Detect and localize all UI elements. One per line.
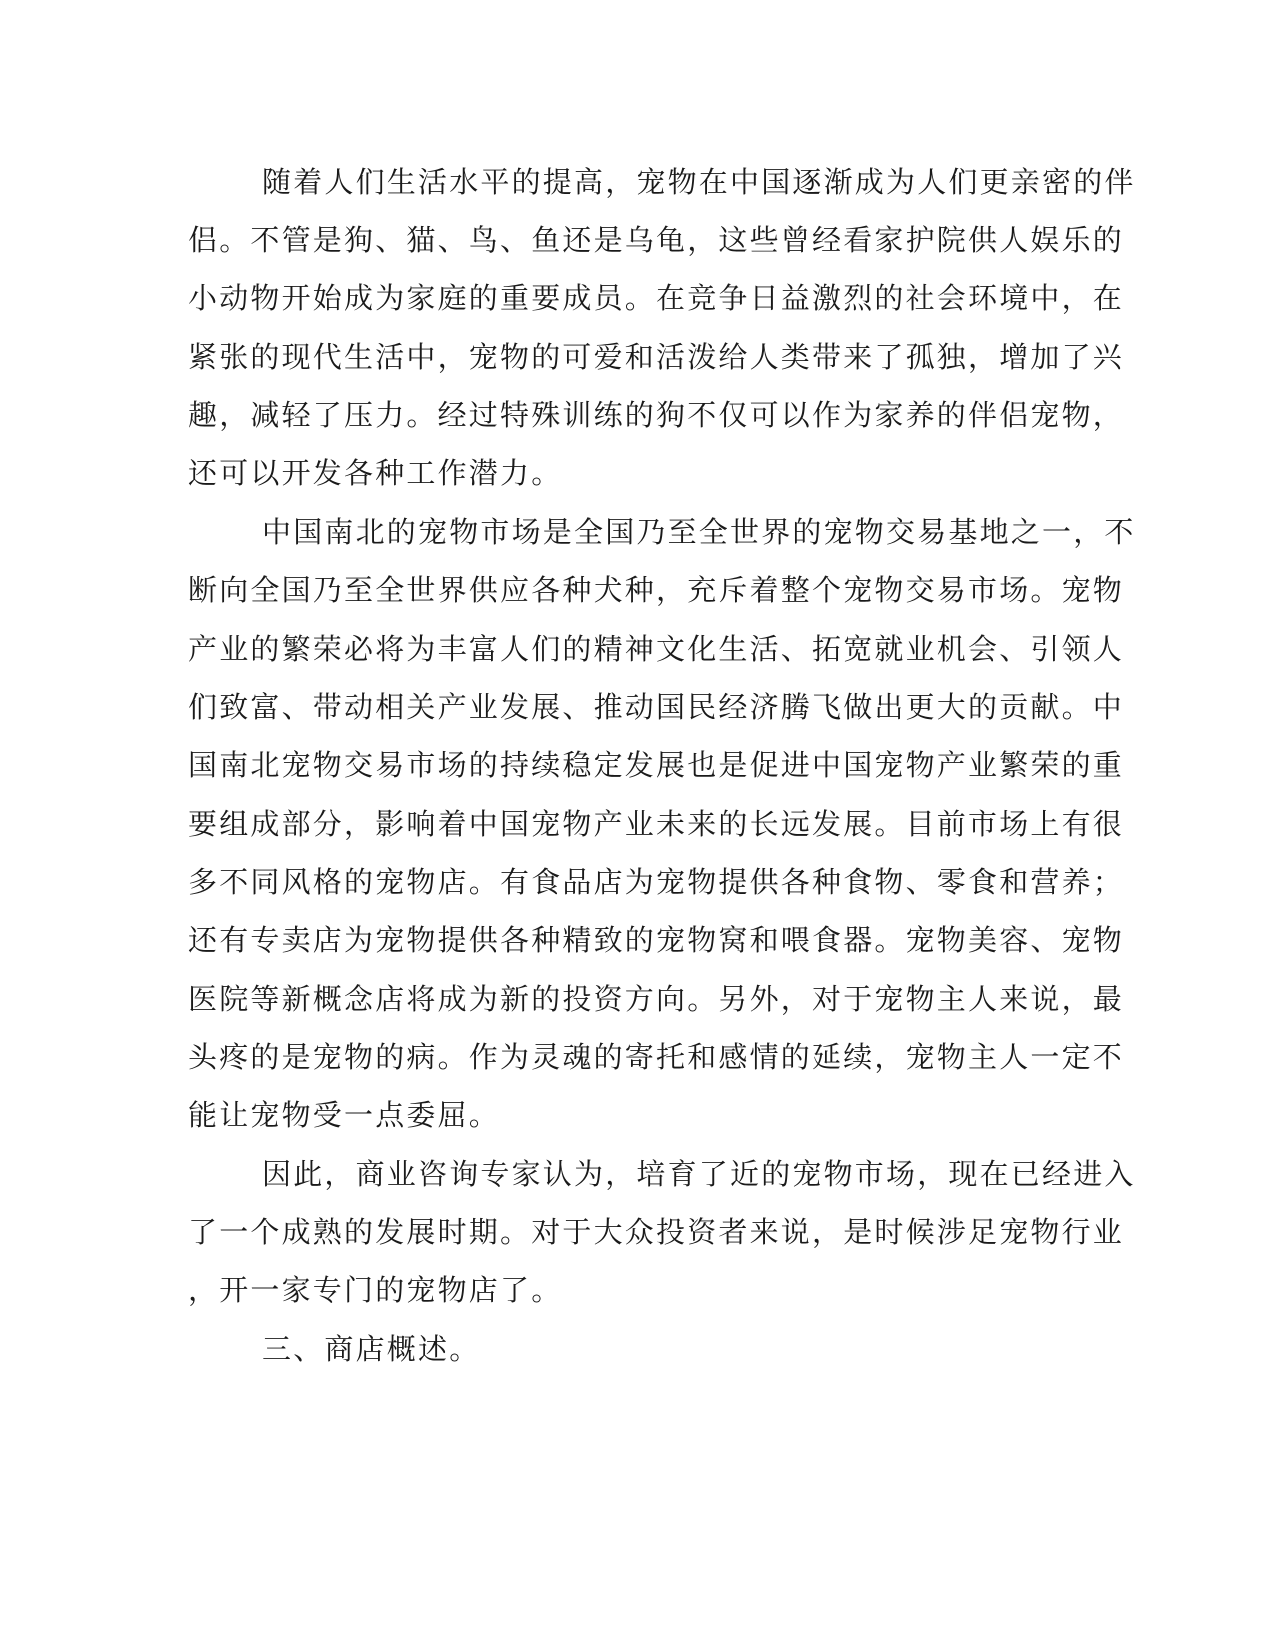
paragraph-1-line-3: 小动物开始成为家庭的重要成员。在竞争日益激烈的社会环境中，在 — [188, 281, 1125, 315]
paragraph-1-line-1: 随着人们生活水平的提高，宠物在中国逐渐成为人们更亲密的伴 — [262, 165, 1136, 199]
paragraph-2-line-5: 国南北宠物交易市场的持续稳定发展也是促进中国宠物产业繁荣的重 — [188, 748, 1125, 782]
paragraph-2-line-1: 中国南北的宠物市场是全国乃至全世界的宠物交易基地之一，不 — [262, 515, 1136, 549]
paragraph-2-line-7: 多不同风格的宠物店。有食品店为宠物提供各种食物、零食和营养； — [188, 865, 1125, 899]
paragraph-2-line-11: 能让宠物受一点委屈。 — [188, 1098, 501, 1132]
paragraph-2-line-9: 医院等新概念店将成为新的投资方向。另外，对于宠物主人来说，最 — [188, 982, 1125, 1016]
section-heading: 三、商店概述。 — [262, 1332, 481, 1366]
paragraph-1-line-5: 趣，减轻了压力。经过特殊训练的狗不仅可以作为家养的伴侣宠物， — [188, 398, 1125, 432]
paragraph-3-line-3: ，开一家专门的宠物店了。 — [188, 1273, 563, 1307]
paragraph-3-line-1: 因此，商业咨询专家认为，培育了近的宠物市场，现在已经进入 — [262, 1157, 1136, 1191]
paragraph-2-line-8: 还有专卖店为宠物提供各种精致的宠物窝和喂食器。宠物美容、宠物 — [188, 923, 1125, 957]
paragraph-1-line-4: 紧张的现代生活中，宠物的可爱和活泼给人类带来了孤独，增加了兴 — [188, 340, 1125, 374]
paragraph-1-line-6: 还可以开发各种工作潜力。 — [188, 456, 563, 490]
paragraph-2-line-3: 产业的繁荣必将为丰富人们的精神文化生活、拓宽就业机会、引领人 — [188, 632, 1125, 666]
paragraph-2-line-6: 要组成部分，影响着中国宠物产业未来的长远发展。目前市场上有很 — [188, 807, 1125, 841]
paragraph-1-line-2: 侣。不管是狗、猫、鸟、鱼还是乌龟，这些曾经看家护院供人娱乐的 — [188, 223, 1125, 257]
paragraph-3-line-2: 了一个成熟的发展时期。对于大众投资者来说，是时候涉足宠物行业 — [188, 1215, 1125, 1249]
paragraph-2-line-2: 断向全国乃至全世界供应各种犬种，充斥着整个宠物交易市场。宠物 — [188, 573, 1125, 607]
paragraph-2-line-10: 头疼的是宠物的病。作为灵魂的寄托和感情的延续，宠物主人一定不 — [188, 1040, 1125, 1074]
paragraph-2-line-4: 们致富、带动相关产业发展、推动国民经济腾飞做出更大的贡献。中 — [188, 690, 1125, 724]
